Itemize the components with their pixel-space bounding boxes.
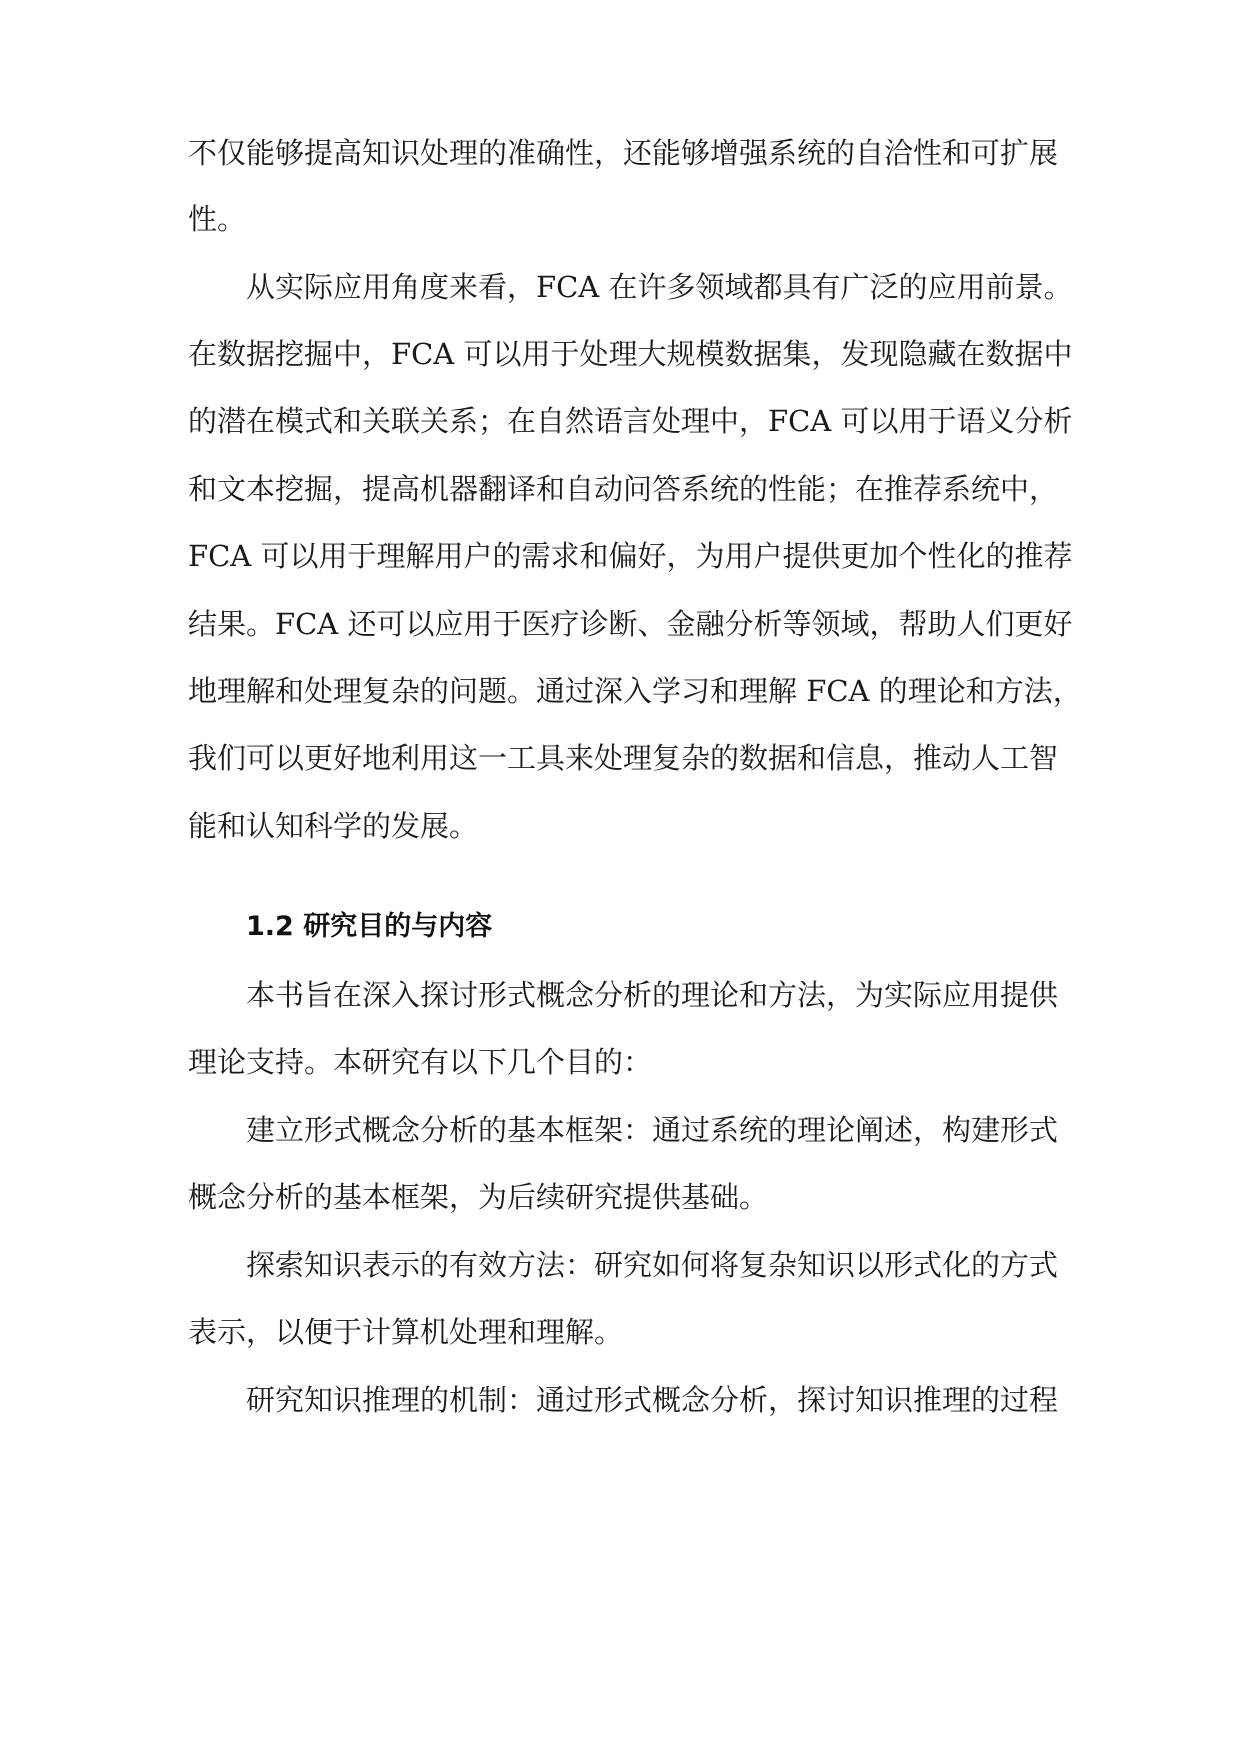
paragraph-line: 我们可以更好地利用这一工具来处理复杂的数据和信息，推动人工智 — [188, 741, 1059, 775]
paragraph-line: 性。 — [188, 202, 247, 236]
paragraph-line: 地理解和处理复杂的问题。通过深入学习和理解 FCA 的理论和方法， — [188, 674, 1082, 708]
paragraph-line: 探索知识表示的有效方法：研究如何将复杂知识以形式化的方式 — [246, 1248, 1059, 1282]
paragraph-line: 表示，以便于计算机处理和理解。 — [188, 1315, 624, 1349]
paragraph-line: 从实际应用角度来看，FCA 在许多领域都具有广泛的应用前景。 — [246, 270, 1073, 304]
paragraph-line: 理论支持。本研究有以下几个目的： — [188, 1045, 653, 1079]
paragraph-line: 不仅能够提高知识处理的准确性，还能够增强系统的自洽性和可扩展 — [188, 136, 1059, 170]
paragraph-line: 研究知识推理的机制：通过形式概念分析，探讨知识推理的过程 — [246, 1383, 1059, 1417]
paragraph-line: FCA 可以用于理解用户的需求和偏好，为用户提供更加个性化的推荐 — [188, 539, 1073, 573]
paragraph-line: 在数据挖掘中，FCA 可以用于处理大规模数据集，发现隐藏在数据中 — [188, 337, 1073, 371]
paragraph-line: 本书旨在深入探讨形式概念分析的理论和方法，为实际应用提供 — [246, 978, 1059, 1012]
paragraph-line: 建立形式概念分析的基本框架：通过系统的理论阐述，构建形式 — [246, 1113, 1059, 1147]
section-heading: 1.2 研究目的与内容 — [246, 911, 493, 942]
paragraph-line: 概念分析的基本框架，为后续研究提供基础。 — [188, 1180, 769, 1214]
paragraph-line: 和文本挖掘，提高机器翻译和自动问答系统的性能；在推荐系统中， — [188, 472, 1059, 506]
paragraph-line: 结果。FCA 还可以应用于医疗诊断、金融分析等领域，帮助人们更好 — [188, 607, 1073, 641]
paragraph-line: 的潜在模式和关联关系；在自然语言处理中，FCA 可以用于语义分析 — [188, 404, 1073, 438]
paragraph-line: 能和认知科学的发展。 — [188, 809, 479, 843]
